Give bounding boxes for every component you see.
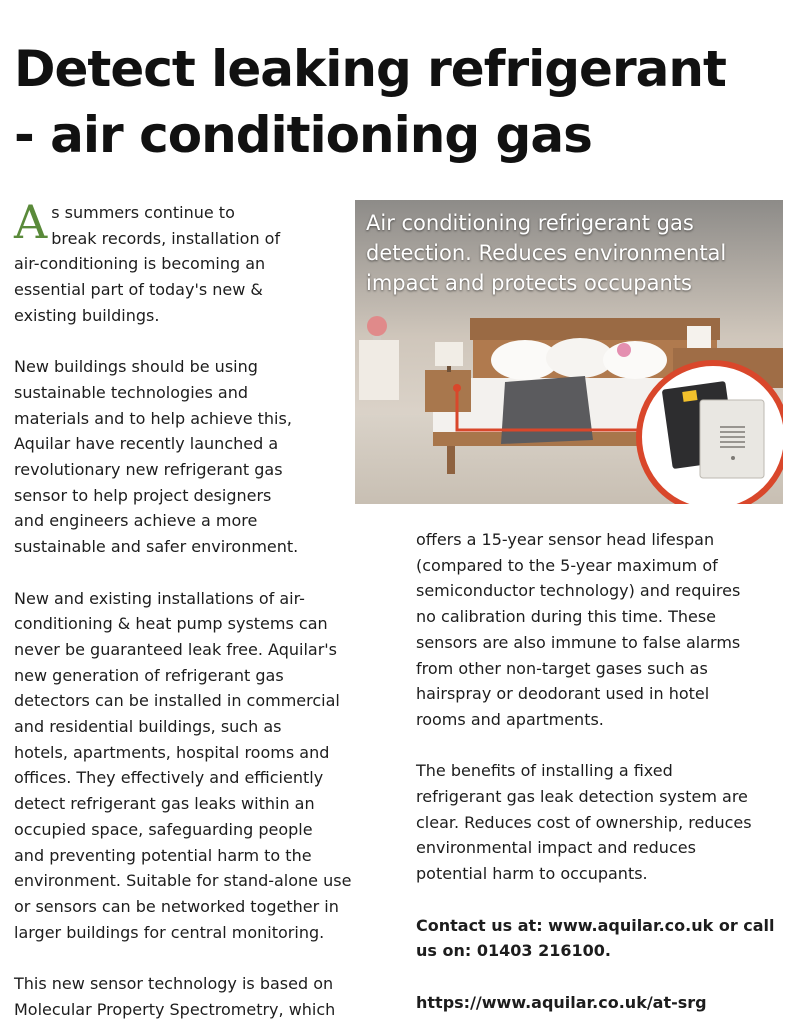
contact-info: Contact us at: www.aquilar.co.uk or call us on: 01403 216100.	[416, 915, 775, 961]
hero-image	[355, 200, 783, 504]
paragraph-installations: New and existing installations of air- conditioning & heat pump systems can never be guaranteed leak free. Aquilar's new generation of refrigerant gas detectors can be installed in commercial and residential buildings, such as hotels, apartments, hospital rooms and offices. They effectively and efficiently detect refrigerant gas leaks within an occupied space, safeguarding people and preventing potential harm to the environment. Suitable for stand-alone use or sensors can be networked together in larger buildings for central monitoring.	[14, 588, 352, 942]
paragraph-sustainable: New buildings should be using sustainable technologies and materials and to help achieve this, Aquilar have recently launched a revolutionary new refrigerant gas sensor to help project designers and engineers achieve a more sustainable and safer environment.	[14, 357, 299, 557]
paragraph-lifespan: offers a 15-year sensor head lifespan (compared to the 5-year maximum of semiconductor technology) and requires no calibration during this time. These sensors are also immune to false alarms from other non-target gases such as hairspray or deodorant used in hotel rooms and apartments.	[416, 530, 741, 729]
contact-url[interactable]: https://www.aquilar.co.uk/at-srg	[416, 992, 707, 1012]
image-caption	[366, 208, 776, 298]
paragraph-technology: This new sensor technology is based on Molecular Property Spectrometry, which	[14, 974, 336, 1019]
image-caption-text: Air conditioning refrigerant gas detection. Reduces environmental impact and protects occupants	[366, 211, 727, 295]
article-title	[14, 36, 794, 168]
title-line-2: - air conditioning gas	[14, 105, 592, 164]
intro-paragraph	[14, 195, 394, 329]
right-column	[416, 527, 792, 1015]
intro-text: s summers continue to break records, installation of air-conditioning is becoming an essential part of today's new & existing buildings.	[14, 203, 281, 325]
paragraph-benefits: The benefits of installing a fixed refrigerant gas leak detection system are clear. Reduces cost of ownership, reduces environmental impact and reduces potential harm to occupants.	[416, 761, 752, 884]
title-line-1: Detect leaking refrigerant	[14, 39, 726, 98]
left-column	[14, 195, 394, 1022]
drop-cap: A	[14, 195, 48, 249]
